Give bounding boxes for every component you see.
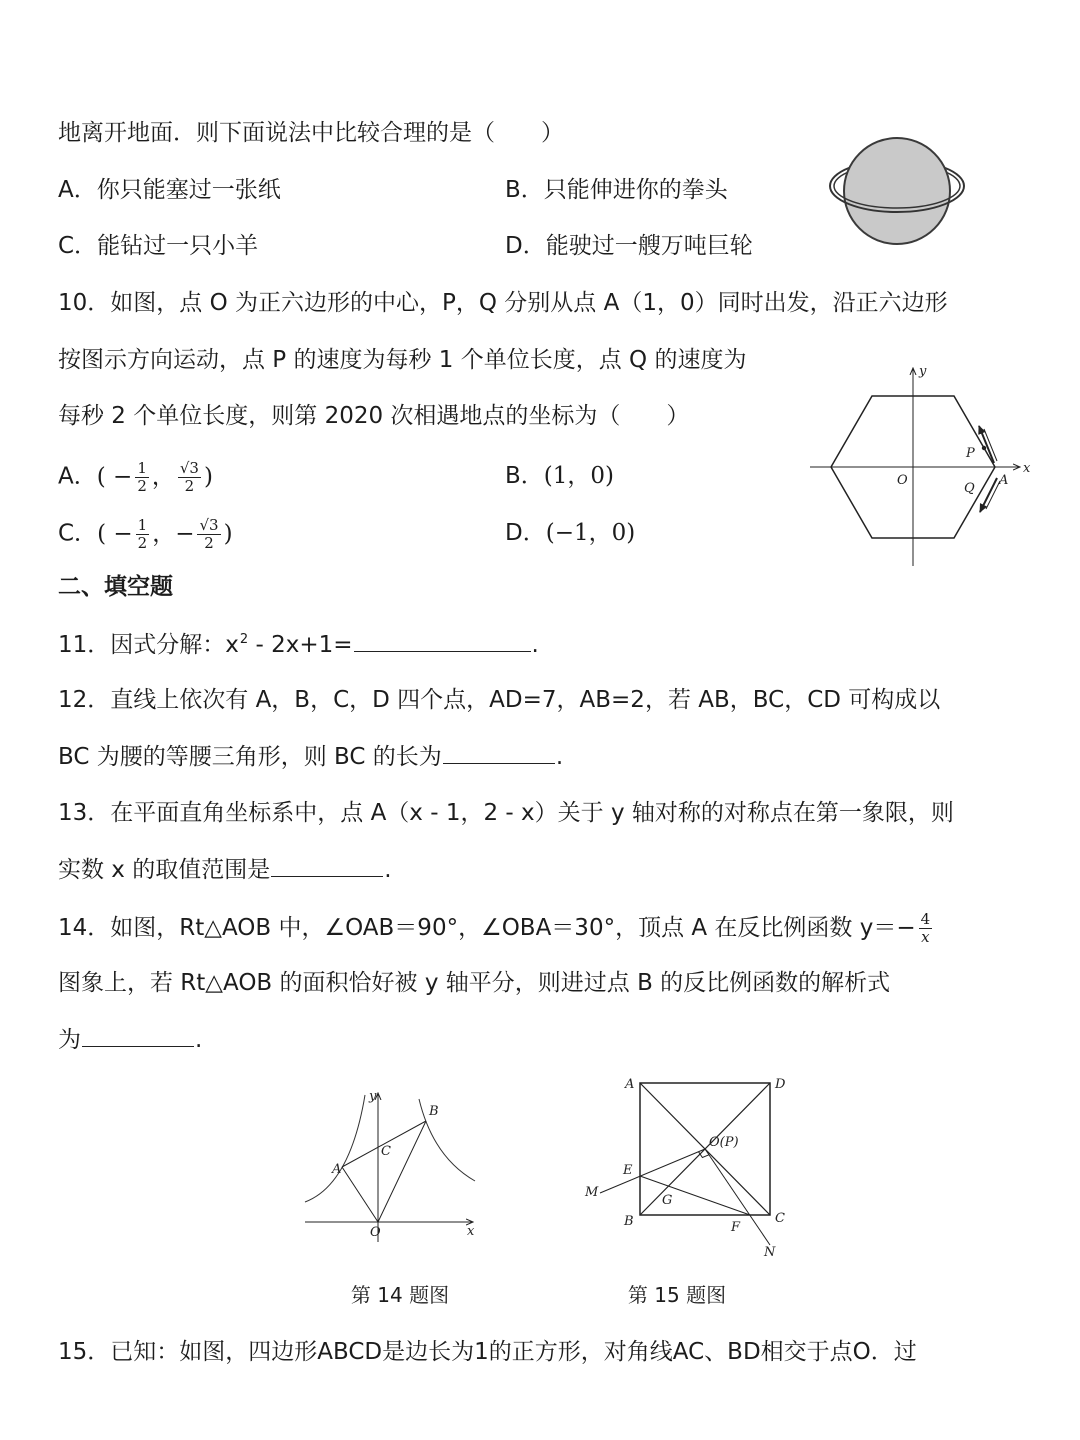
hexagon-figure: [800, 362, 1035, 570]
answer-blank: [443, 743, 555, 764]
q14-line-3-text: 为: [58, 1027, 81, 1053]
axis-y-label: y: [919, 364, 927, 379]
figure-14-caption: 第 14 题图: [350, 1283, 450, 1307]
x-denominator: 2: [137, 534, 148, 552]
option-label: A．: [58, 463, 97, 490]
q9-option-b: [505, 174, 728, 206]
figure-15-caption: 第 15 题图: [627, 1283, 727, 1307]
q12-line-2-text: BC 为腰的等腰三角形，则 BC 的长为: [58, 744, 442, 770]
x-sign: −: [113, 520, 133, 547]
origin-label: O: [370, 1225, 381, 1240]
option-label: C．: [58, 233, 98, 259]
point-a-label: A: [625, 1077, 635, 1092]
x-denominator: 2: [137, 477, 147, 495]
close-paren: ): [203, 463, 213, 490]
q15-line-1: 15．已知：如图，四边形ABCD是边长为1的正方形，对角线AC、BD相交于点O．过: [58, 1339, 917, 1365]
x-numerator: 1: [137, 459, 147, 477]
option-text: 能驶过一艘万吨巨轮: [545, 233, 753, 259]
segment-ef: [640, 1176, 750, 1215]
y-numerator: √3: [179, 459, 199, 477]
option-coordinate: [97, 516, 233, 552]
section-title: 二、填空题: [58, 574, 173, 600]
figure-15: [578, 1070, 800, 1262]
center-op-label: O(P): [709, 1135, 739, 1150]
answer-blank: [271, 856, 383, 877]
option-coordinate: (−1，0): [545, 520, 636, 546]
hyperbola-left-branch: [305, 1095, 365, 1202]
q12-line-1: 12．直线上依次有 A，B，C，D 四个点，AD=7，AB=2，若 AB，BC，CD 可构成以: [58, 687, 941, 713]
q10-option-b: [505, 460, 614, 492]
q11-exponent: 2: [239, 632, 249, 647]
q9-stem-tail: 地离开地面．则下面说法中比较合理的是（ ）: [58, 120, 564, 146]
hyperbola-right-branch: [419, 1099, 475, 1181]
q14-line-2: 图象上，若 Rt△AOB 的面积恰好被 y 轴平分，则进过点 B 的反比例函数的解析式: [58, 970, 891, 996]
figure-14: [295, 1085, 485, 1250]
point-d-label: D: [775, 1077, 786, 1092]
point-c-label: C: [775, 1211, 785, 1226]
segment-oa: [342, 1167, 378, 1222]
y-fraction: [197, 517, 220, 552]
option-text: 你只能塞过一张纸: [96, 177, 281, 203]
q9-option-c: [58, 230, 258, 262]
q10-line-3: 每秒 2 个单位长度，则第 2020 次相遇地点的坐标为（ ）: [58, 403, 690, 429]
option-label: B．: [505, 463, 544, 489]
separator: ，: [151, 463, 175, 490]
q10-line-2: 按图示方向运动，点 P 的速度为每秒 1 个单位长度，点 Q 的速度为: [58, 347, 747, 373]
point-b-label: B: [624, 1214, 634, 1229]
x-fraction: [136, 517, 150, 552]
point-g-label: G: [662, 1193, 673, 1208]
sphere: [844, 138, 950, 244]
option-label: C．: [58, 520, 98, 547]
option-text: 只能伸进你的拳头: [543, 177, 728, 203]
option-label: A．: [58, 177, 97, 203]
function-fraction: [919, 911, 933, 946]
option-label: D．: [505, 233, 546, 259]
point-a-label: A: [332, 1162, 342, 1177]
y-denominator: 2: [204, 534, 214, 552]
q11: [58, 629, 539, 661]
segment-ob: [378, 1121, 426, 1222]
open-paren: (: [96, 463, 106, 490]
option-text: 能钻过一只小羊: [97, 233, 259, 259]
point-a-label: A: [999, 473, 1009, 488]
option-coordinate: (1，0): [543, 463, 614, 489]
x-numerator: 1: [137, 516, 148, 534]
y-denominator: 2: [184, 477, 195, 495]
x-sign: −: [113, 463, 133, 490]
ray-pm: [600, 1149, 705, 1193]
option-label: B．: [505, 177, 544, 203]
q14-line-1: [58, 910, 935, 946]
sphere-ring-figure: [820, 128, 970, 256]
q14-line-1-text: 14．如图，Rt△AOB 中，∠OAB＝90°，∠OBA＝30°，顶点 A 在反比例函数 y＝−: [58, 915, 916, 941]
option-coordinate: [96, 459, 213, 495]
point-c-label: C: [381, 1144, 391, 1159]
point-n-label: N: [764, 1245, 776, 1260]
point-q-label: Q: [964, 481, 975, 496]
axis-x-label: x: [1023, 461, 1031, 476]
point-b-label: B: [429, 1104, 439, 1119]
y-fraction: [178, 460, 201, 495]
q10-option-a: [58, 459, 213, 495]
answer-blank: [354, 631, 531, 652]
x-fraction: [135, 460, 149, 495]
q11-suffix: - 2x+1=: [248, 632, 353, 658]
fraction-numerator: 4: [920, 910, 931, 928]
q14-line-3: [58, 1024, 202, 1056]
q13-line-1: 13．在平面直角坐标系中，点 A（x - 1，2 - x）关于 y 轴对称的对称点在第一象限，则: [58, 800, 954, 826]
close-paren: ): [223, 520, 233, 547]
separator: ，: [152, 520, 176, 547]
point-f-label: F: [731, 1220, 741, 1235]
q11-end: .: [531, 632, 539, 658]
point-e-label: E: [623, 1163, 633, 1178]
y-numerator: √3: [199, 516, 219, 534]
option-label: D．: [505, 520, 546, 546]
q13-end: .: [384, 857, 392, 883]
q10-option-c: [58, 516, 233, 552]
q-direction-arrow: [980, 478, 997, 512]
axis-y-label: y: [369, 1089, 377, 1104]
point-p-label: P: [966, 446, 975, 461]
q11-prefix: 11．因式分解：x: [58, 632, 239, 658]
q9-option-d: [505, 230, 753, 262]
q12-line-2: [58, 741, 563, 773]
q14-end: .: [195, 1027, 203, 1053]
fraction-denominator: x: [921, 928, 930, 946]
q12-end: .: [555, 744, 564, 770]
q13-line-2: [58, 854, 392, 886]
q13-line-2-text: 实数 x 的取值范围是: [58, 857, 271, 883]
point-m-label: M: [585, 1185, 599, 1200]
point-p-dot: [982, 446, 986, 450]
answer-blank: [82, 1026, 194, 1047]
q10-line-1: 10．如图，点 O 为正六边形的中心，P，Q 分别从点 A（1，0）同时出发，沿正六边形: [58, 290, 948, 316]
y-sign: −: [175, 520, 195, 547]
q10-option-d: [505, 517, 635, 549]
origin-label: O: [897, 473, 908, 488]
open-paren: (: [97, 520, 107, 547]
axis-x-label: x: [467, 1224, 475, 1239]
q9-option-a: [58, 174, 281, 206]
